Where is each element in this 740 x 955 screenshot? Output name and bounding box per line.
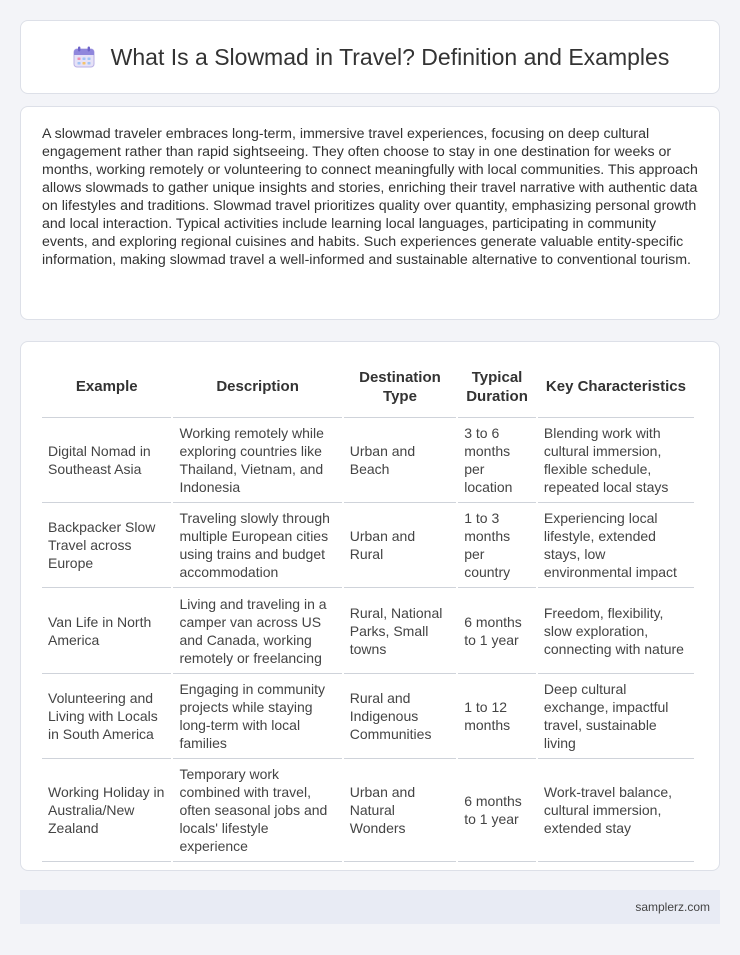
cell-destination-type: Urban and Beach — [344, 418, 456, 503]
header-destination-type: Destination Type — [344, 356, 456, 418]
cell-key-characteristics: Work-travel balance, cultural immersion, extended stay — [538, 759, 694, 862]
cell-description: Engaging in community projects while staying long-term with local families — [173, 674, 341, 759]
cell-destination-type: Urban and Rural — [344, 503, 456, 588]
cell-destination-type: Urban and Natural Wonders — [344, 759, 456, 862]
header-key-characteristics: Key Characteristics — [538, 356, 694, 418]
cell-typical-duration: 1 to 3 months per country — [458, 503, 536, 588]
table-row — [42, 503, 694, 588]
cell-destination-type: Rural, National Parks, Small towns — [344, 588, 456, 674]
cell-destination-type: Rural and Indigenous Communities — [344, 674, 456, 759]
calendar-icon — [71, 44, 97, 70]
cell-key-characteristics: Experiencing local lifestyle, extended stays, low environmental impact — [538, 503, 694, 588]
cell-typical-duration: 6 months to 1 year — [458, 759, 536, 862]
cell-example: Volunteering and Living with Locals in South America — [42, 674, 171, 759]
cell-example: Working Holiday in Australia/New Zealand — [42, 759, 171, 862]
cell-typical-duration: 1 to 12 months — [458, 674, 536, 759]
table-row — [42, 588, 694, 674]
footer — [20, 890, 720, 924]
examples-table — [40, 356, 696, 862]
cell-description: Living and traveling in a camper van across US and Canada, working remotely or freelancing — [173, 588, 341, 674]
cell-description: Traveling slowly through multiple European cities using trains and budget accommodation — [173, 503, 341, 588]
footer-site-link[interactable]: samplerz.com — [635, 900, 710, 914]
cell-typical-duration: 3 to 6 months per location — [458, 418, 536, 503]
cell-example: Backpacker Slow Travel across Europe — [42, 503, 171, 588]
cell-description: Working remotely while exploring countries like Thailand, Vietnam, and Indonesia — [173, 418, 341, 503]
intro-card — [20, 106, 720, 320]
title-wrap — [71, 44, 670, 71]
header-typical-duration: Typical Duration — [458, 356, 536, 418]
cell-description: Temporary work combined with travel, often seasonal jobs and locals' lifestyle experience — [173, 759, 341, 862]
header-description: Description — [173, 356, 341, 418]
cell-example: Van Life in North America — [42, 588, 171, 674]
table-row — [42, 674, 694, 759]
page-title: What Is a Slowmad in Travel? Definition and Examples — [110, 43, 670, 70]
table-row — [42, 418, 694, 503]
header-example: Example — [42, 356, 171, 418]
table-header-row — [42, 356, 694, 418]
cell-key-characteristics: Freedom, flexibility, slow exploration, connecting with nature — [538, 588, 694, 674]
cell-example: Digital Nomad in Southeast Asia — [42, 418, 171, 503]
table-row — [42, 759, 694, 862]
intro-paragraph: A slowmad traveler embraces long-term, immersive travel experiences, focusing on deep cultural engagement rather than rapid sightseeing. They often choose to stay in one destination for weeks or months, working remotely or volunteering to connect meaningfully with local communities. This approach allows slowmads to gather unique insights and stories, enriching their travel narrative with authentic data on lifestyles and traditions. Slowmad travel prioritizes quality over quantity, emphasizing personal growth and local interaction. Typical activities include learning local languages, participating in community events, and exploring regional cuisines and habits. Such experiences generate valuable entity-specific information, making slowmad travel a well-informed and sustainable alternative to conventional tourism. — [42, 126, 698, 268]
title-card — [20, 20, 720, 94]
cell-key-characteristics: Blending work with cultural immersion, flexible schedule, repeated local stays — [538, 418, 694, 503]
table-card — [20, 341, 720, 871]
cell-typical-duration: 6 months to 1 year — [458, 588, 536, 674]
cell-key-characteristics: Deep cultural exchange, impactful travel, sustainable living — [538, 674, 694, 759]
